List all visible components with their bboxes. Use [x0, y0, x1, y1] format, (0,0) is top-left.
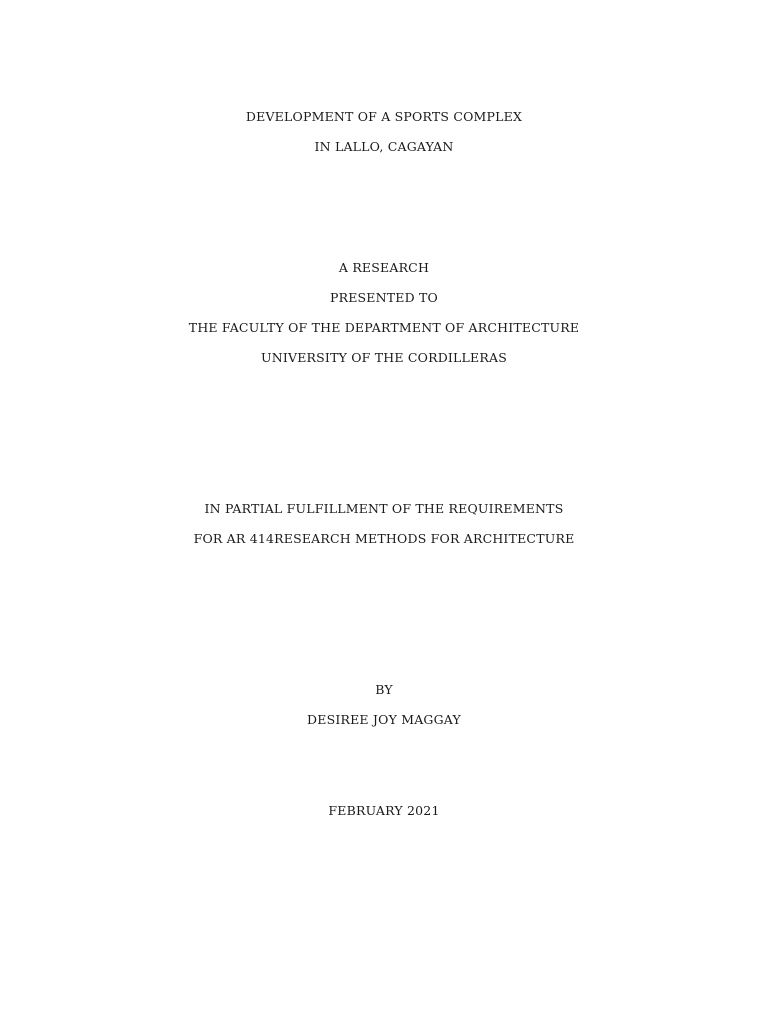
university-name: UNIVERSITY OF THE CORDILLERAS — [261, 350, 507, 365]
research-label: A RESEARCH — [338, 260, 430, 275]
presented-to-label: PRESENTED TO — [329, 290, 438, 305]
thesis-title-line-2: IN LALLO, CAGAYAN — [314, 139, 454, 154]
course-requirement: FOR AR 414RESEARCH METHODS FOR ARCHITECTURE — [193, 531, 575, 546]
fulfillment-statement: IN PARTIAL FULFILLMENT OF THE REQUIREMENTS — [204, 501, 564, 516]
by-label: BY — [375, 682, 393, 697]
faculty-department: THE FACULTY OF THE DEPARTMENT OF ARCHITECTURE — [188, 320, 580, 335]
submission-date: FEBRUARY 2021 — [328, 803, 440, 818]
thesis-title-line-1: DEVELOPMENT OF A SPORTS COMPLEX — [245, 109, 523, 124]
author-name: DESIREE JOY MAGGAY — [307, 712, 461, 727]
